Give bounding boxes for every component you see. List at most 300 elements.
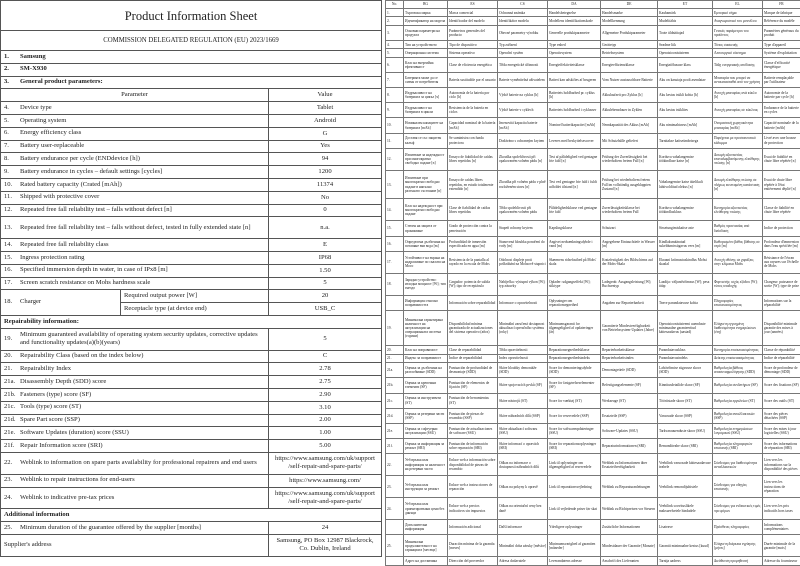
parameter-label: Repeated free fall reliability test – falls without defect, tested in fully extended state [n] bbox=[20, 223, 251, 231]
parameter-label-cell bbox=[1, 388, 269, 401]
translation-cell: Зарядно устройство: изходна мощност [W]; тип гнездо bbox=[404, 273, 448, 295]
translation-cell: Handelsbetegnelse bbox=[548, 9, 601, 17]
translation-row bbox=[386, 439, 800, 454]
translation-row bbox=[386, 557, 800, 566]
translation-row-number: 9. bbox=[386, 103, 404, 118]
parameter-label: General product parameters: bbox=[20, 78, 103, 86]
translation-cell: Autonomía de la batería por ciclo [h] bbox=[448, 88, 498, 103]
translation-cell: Βαθμολογία ενημερώσεων λογισμικού (SSU) bbox=[713, 423, 763, 438]
table-row bbox=[1, 474, 382, 487]
row-number: 17. bbox=[4, 279, 13, 287]
table-row bbox=[1, 376, 382, 389]
translation-cell: Weblink zu Reparaturanleitungen bbox=[601, 476, 658, 498]
additional-section-label: Additional information bbox=[1, 509, 382, 522]
translation-cell: Αντοχή μπαταρίας σε κύκλους bbox=[713, 103, 763, 118]
translation-cell: Score des outils (ST) bbox=[763, 393, 800, 408]
translation-cell: Score des informations de réparation (SRI) bbox=[763, 439, 800, 454]
parameter-label-cell bbox=[1, 414, 269, 427]
parameter-label: Software Updates (duration) score (SSU) bbox=[20, 428, 129, 436]
parameter-label: Tools (type) score (ST) bbox=[20, 403, 82, 411]
translation-cell: Търговска марка bbox=[404, 9, 448, 17]
translation-cell: Allgemeine Produktparameter bbox=[601, 25, 658, 40]
translation-cell: Laadija: väljundvõimsus [W]; pesa tüüp bbox=[658, 273, 713, 295]
translation-row-number: 21b. bbox=[386, 378, 404, 393]
parameter-label: Repair Information score (SRI) bbox=[20, 441, 103, 449]
translation-cell: Δοκιμή αξιοπιστίας επαναλαμβανόμενης ελεύθερης πτώσης [n] bbox=[713, 148, 763, 170]
parameter-label: Ingress protection rating bbox=[20, 253, 85, 261]
translation-cell: Duración mínima de la garantía [meses] bbox=[448, 535, 498, 557]
table-row bbox=[1, 251, 382, 264]
translation-cell: Skóre nástrojů (ST) bbox=[498, 393, 548, 408]
translation-cell: Nennkapazität des Akkus [mAh] bbox=[601, 118, 658, 133]
translation-cell: Тип на устройството bbox=[404, 40, 448, 48]
translation-cell: Puntuación de actualizaciones de software (SSU) bbox=[448, 423, 498, 438]
translation-cell: Angegebene Eintauchtiefe in Wasser [m] bbox=[601, 236, 658, 251]
translation-cell: Odkaz na informace o dostupnosti náhradních dílů bbox=[498, 454, 548, 476]
translation-cell: Batteriets holdbarhed i cyklusser bbox=[548, 103, 601, 118]
translation-cell: Πρόσθετες πληροφορίες bbox=[713, 520, 763, 535]
row-number: 8. bbox=[4, 155, 9, 163]
translation-cell: Skóre spojovacích prvků (SF) bbox=[498, 378, 548, 393]
translation-cell: Index opravitelnosti bbox=[498, 354, 548, 362]
translation-cell: Puntuación de herramientas (ST) bbox=[448, 393, 498, 408]
parameter-label: Battery endurance in cycles – default settings [cycles] bbox=[20, 167, 163, 175]
translation-cell: Zuverlässigkeitsklasse bei wiederholtem freiem Fall bbox=[601, 199, 658, 221]
translation-cell: Capacidad nominal de la batería [mAh] bbox=[448, 118, 498, 133]
translation-cell: Reparaturinformationen (SRI) bbox=[601, 439, 658, 454]
translation-cell: Μπαταρία που μπορεί να αντικατασταθεί από τον χρήστη bbox=[713, 72, 763, 87]
translation-cell: Indice de protection bbox=[763, 221, 800, 236]
translation-cell: Befestigungselemente (SF) bbox=[601, 378, 658, 393]
parameter-label: Samsung bbox=[20, 52, 46, 60]
translation-cell: Aku on kasutaja poolt asendatav bbox=[658, 72, 713, 87]
parameter-label-cell bbox=[1, 277, 269, 290]
translation-row-number: 25. bbox=[386, 535, 404, 557]
translation-row bbox=[386, 354, 800, 362]
translation-cell: Основни параметри на продукта bbox=[404, 25, 448, 40]
translation-cell: Información sobre reparabilidad bbox=[448, 295, 498, 310]
translation-row bbox=[386, 423, 800, 438]
translation-cell: Stanovená hloubka ponoření do vody [m] bbox=[498, 236, 548, 251]
row-number: 3. bbox=[4, 78, 9, 86]
translation-cell: Operační systém bbox=[498, 49, 548, 57]
parameter-label-cell bbox=[1, 290, 121, 316]
translation-cell: Reparationsegnethedsindeks bbox=[548, 354, 601, 362]
header-row bbox=[1, 76, 382, 89]
table-row bbox=[1, 178, 382, 191]
language-column-header: BG bbox=[404, 1, 448, 9]
translation-cell: Angivet nedsænkningsdybde i vand [m] bbox=[548, 236, 601, 251]
translation-cell: Weblink zu Informationen über Ersatzteilverfügbarkeit bbox=[601, 454, 658, 476]
parameter-label: Spare Part score (SSP) bbox=[20, 416, 80, 424]
translation-cell: Veebilink soovituslikele maksueelsetele hindadele bbox=[658, 498, 713, 520]
translation-cell: Batteriets holdbarhed pr. cyklus [h] bbox=[548, 88, 601, 103]
row-number: 7. bbox=[4, 142, 9, 150]
translation-cell: Ensayo de caídas libres repetidas, en estado totalmente extendido [n] bbox=[448, 170, 498, 199]
translation-cell: Lahtivõtmise sügavuse skoor (SDD) bbox=[658, 363, 713, 378]
translation-cell: Определена дълбочина на потапяне във вода [m] bbox=[404, 236, 448, 251]
translation-cell: Anschrift des Lieferanten bbox=[601, 557, 658, 566]
translation-cell: Výdrž baterie v cyklech bbox=[498, 103, 548, 118]
row-number: 21d. bbox=[4, 416, 16, 424]
translation-cell: Minimální zaručená dostupnost aktualizací operačního systému (roky) bbox=[498, 310, 548, 346]
translation-cell: Test ved gentagne frie fald i fuldt udfoldet tilstand [n] bbox=[548, 170, 601, 199]
translation-cell: Номинален капацитет на батерията [mAh] bbox=[404, 118, 448, 133]
translation-cell: Оценка за софтуерни актуализации (SSU) bbox=[404, 423, 448, 438]
translation-row bbox=[386, 17, 800, 25]
parameter-value: No bbox=[269, 191, 382, 204]
translation-cell: Adresa dodavatele bbox=[498, 557, 548, 566]
parameter-label: Shipped with protective cover bbox=[20, 193, 100, 201]
translation-cell: Garantierte Mindestverfügbarkeit von Betriebssystem-Updates (Jahre) bbox=[601, 310, 658, 346]
translation-cell: Clase de eficiencia energética bbox=[448, 57, 498, 72]
translation-cell: Link til vejledende priser før skat bbox=[548, 498, 601, 520]
table-row bbox=[1, 153, 382, 166]
translation-cell: Score de profondeur de démontage (SDD) bbox=[763, 363, 800, 378]
parameter-value: 2.90 bbox=[269, 388, 382, 401]
translation-cell: Идентификатор на модела bbox=[404, 17, 448, 25]
translation-cell: Степен на защита от проникване bbox=[404, 221, 448, 236]
translation-row bbox=[386, 57, 800, 72]
translation-cell: Aku nimimahtuvus [mAh] bbox=[658, 118, 713, 133]
charger-sub-label: Required output power [W] bbox=[121, 290, 269, 303]
translation-cell: Εμπορικό σήμα bbox=[713, 9, 763, 17]
parameter-label-cell bbox=[1, 76, 382, 89]
translation-cell: Κατηγορία αξιοπιστίας ελεύθερης πτώσης bbox=[713, 199, 763, 221]
table-row bbox=[1, 350, 382, 363]
parameter-label-cell bbox=[1, 153, 269, 166]
translation-row-number: 1. bbox=[386, 9, 404, 17]
translation-row bbox=[386, 103, 800, 118]
parameter-value: 1.50 bbox=[269, 264, 382, 277]
translation-cell: Classe de fiabilité en chute libre répétée bbox=[763, 199, 800, 221]
supplier-address-value: Samsung, PO Box 12987 Blackrock, Co. Dublin, Ireland bbox=[269, 534, 382, 556]
parameter-label: Repairability Class (based on the index below) bbox=[20, 352, 144, 360]
translation-cell: Aku kestus tsüklites bbox=[658, 103, 713, 118]
translation-cell: Уеб връзка към ориентировъчни цени без данъци bbox=[404, 498, 448, 520]
translation-cell: Αναγνωριστικό του μοντέλου bbox=[713, 17, 763, 25]
translation-cell: Zkouška spolehlivosti při opakovaném volném pádu [n] bbox=[498, 148, 548, 170]
parameter-label-cell bbox=[1, 522, 269, 535]
weblink-value[interactable]: https://www.samsung.com/uk/support /self-repair-and-spare-parts/ bbox=[269, 452, 382, 474]
translation-row bbox=[386, 25, 800, 40]
translation-cell: Leverandørens adresse bbox=[548, 557, 601, 566]
translation-cell: Ελάχιστη διάρκεια εγγύησης [μήνες] bbox=[713, 535, 763, 557]
row-number: 9. bbox=[4, 167, 9, 175]
language-column-header: DA bbox=[548, 1, 601, 9]
translation-cell: Disponibilidad mínima garantizada de actualizaciones del sistema operativo (años) bbox=[448, 310, 498, 346]
parameter-label: Charger bbox=[20, 298, 42, 306]
row-number: 21b. bbox=[4, 390, 16, 398]
parameter-label: Screen scratch resistance on Mohs hardness scale bbox=[20, 279, 151, 287]
translation-row-number: 21d. bbox=[386, 408, 404, 423]
header-row bbox=[1, 63, 382, 76]
translation-cell: Identifikátor modelu bbox=[498, 17, 548, 25]
translation-cell: Minimální doba záruky [měsíce] bbox=[498, 535, 548, 557]
language-column-header: ES bbox=[448, 1, 498, 9]
translation-cell: Schutzart bbox=[601, 221, 658, 236]
row-number: 10. bbox=[4, 180, 13, 188]
row-number: 21c. bbox=[4, 403, 16, 411]
translation-cell: Оценка за резервни части (SSP) bbox=[404, 408, 448, 423]
product-information-sheet bbox=[0, 0, 381, 557]
parameter-value: E bbox=[269, 239, 382, 252]
translation-cell: Skóre náhradních dílů (SSP) bbox=[498, 408, 548, 423]
translation-cell: Energieffektivitetsklasse bbox=[548, 57, 601, 72]
translation-cell: Score des mises à jour logicielles (SSU) bbox=[763, 423, 800, 438]
table-row bbox=[1, 414, 382, 427]
parameter-label: Battery user-replaceable bbox=[20, 142, 85, 150]
parameter-value: Tablet bbox=[269, 102, 382, 115]
parameter-label-cell bbox=[1, 427, 269, 440]
translation-row bbox=[386, 295, 800, 310]
translation-row-number: 13. bbox=[386, 170, 404, 199]
translation-cell: Παρέχεται με προστατευτικό κάλυμμα bbox=[713, 133, 763, 148]
row-number: 21. bbox=[4, 364, 13, 372]
table-row bbox=[1, 191, 382, 204]
translation-row bbox=[386, 498, 800, 520]
table-row bbox=[1, 264, 382, 277]
row-number: 20. bbox=[4, 352, 13, 360]
row-number: 13. bbox=[4, 223, 13, 231]
translation-cell: Ochranná známka bbox=[498, 9, 548, 17]
translation-cell: Weblink zu Richtpreisen vor Steuern bbox=[601, 498, 658, 520]
translation-cell: Parandatavusindeks bbox=[658, 354, 713, 362]
table-row bbox=[1, 401, 382, 414]
translation-cell: Prüfung der Zuverlässigkeit bei wiederholtem freiem Fall [n] bbox=[601, 148, 658, 170]
language-column-header: EL bbox=[713, 1, 763, 9]
translation-cell: Score for fastgørelseselementer (SF) bbox=[548, 378, 601, 393]
language-column-header: FR bbox=[763, 1, 800, 9]
parameter-label-cell bbox=[1, 487, 269, 509]
parameter-value: 5.00 bbox=[269, 440, 382, 453]
translation-cell: Grado de protección contra la penetración bbox=[448, 221, 498, 236]
translation-cell: Zkouška při volném pádu v plně rozloženém stavu [n] bbox=[498, 170, 548, 199]
translation-row-number: 2. bbox=[386, 17, 404, 25]
table-row bbox=[1, 328, 382, 350]
translation-cell: Korduva vabalangemise töökindluse katse [n] bbox=[658, 148, 713, 170]
translation-cell: Vom Nutzer austauschbare Batterie bbox=[601, 72, 658, 87]
header-row bbox=[1, 51, 382, 64]
translation-cell: Καθορισμένο βάθος βύθισης σε νερό [m] bbox=[713, 236, 763, 251]
translation-cell: Tipo de dispositivo bbox=[448, 40, 498, 48]
translation-row bbox=[386, 393, 800, 408]
translation-cell: Batería sustituible por el usuario bbox=[448, 72, 498, 87]
translation-cell: Parandatavusklass bbox=[658, 346, 713, 354]
translation-cell: Varuosade skoor (SSP) bbox=[658, 408, 713, 423]
parameter-label-cell bbox=[1, 114, 269, 127]
translation-cell: Βαθμός προστασίας από διείσδυση bbox=[713, 221, 763, 236]
translation-cell: Remonditeabe skoor (SRI) bbox=[658, 439, 713, 454]
translation-cell: Aku kestus tsükli kohta [h] bbox=[658, 88, 713, 103]
translation-cell: Obecné parametry výrobku bbox=[498, 25, 548, 40]
translation-cell: Enlace web a información sobre disponibilidad de piezas de recambio bbox=[448, 454, 498, 476]
translation-row-number: 14. bbox=[386, 199, 404, 221]
translation-cell: Γενικές παράμετροι του προϊόντος bbox=[713, 25, 763, 40]
translation-row-number: 6. bbox=[386, 57, 404, 72]
translation-row-number: 11. bbox=[386, 133, 404, 148]
parameter-label-cell bbox=[1, 140, 269, 153]
translation-cell: Reparierbarkeitsindex bbox=[601, 354, 658, 362]
translation-cell: Puntuación de profundidad de desmontaje (SDD) bbox=[448, 363, 498, 378]
translation-cell: Akkulaufzeit pro Zyklus [h] bbox=[601, 88, 658, 103]
row-number: 2. bbox=[4, 65, 9, 73]
translation-cell: Résistance de l'écran aux rayures sur l'échelle de Mohs bbox=[763, 251, 800, 273]
translation-cell: Skærmens ridsefasthed på Mohs' skala bbox=[548, 251, 601, 273]
translation-cell: Teave parandatavuse kohta bbox=[658, 295, 713, 310]
row-number: 5. bbox=[4, 116, 9, 124]
parameter-label-cell bbox=[1, 102, 269, 115]
translation-row-number: 19. bbox=[386, 310, 404, 346]
translation-cell: Kindlaksmääratud sukeldumissügavus vees [m] bbox=[658, 236, 713, 251]
translation-cell: Enlace web a instrucciones de reparación bbox=[448, 476, 498, 498]
translation-row bbox=[386, 49, 800, 57]
parameter-label: Battery endurance per cycle (ENDdevice [h]) bbox=[20, 155, 140, 163]
translation-cell: Generelle produktparametre bbox=[548, 25, 601, 40]
charger-sub-value: 20 bbox=[269, 290, 382, 303]
parameter-value: C bbox=[269, 350, 382, 363]
translation-cell: Score for reservedele (SSP) bbox=[548, 408, 601, 423]
translation-cell: Адрес на доставчика bbox=[404, 557, 448, 566]
translation-cell: Handelsmarke bbox=[601, 9, 658, 17]
translation-cell: Sistema operativo bbox=[448, 49, 498, 57]
translation-cell: Score for værktøj (ST) bbox=[548, 393, 601, 408]
weblink-value[interactable]: https://www.samsung.com/uk/support /self-repair-and-spare-parts/ bbox=[269, 487, 382, 509]
translation-row bbox=[386, 9, 800, 17]
parameter-label: Weblink to repair instructions for end-users bbox=[20, 476, 135, 484]
translation-cell: Издръжливост на батерията в цикли bbox=[404, 103, 448, 118]
translation-row-number: 3. bbox=[386, 25, 404, 40]
translation-cell: Seadme liik bbox=[658, 40, 713, 48]
translation-cell: Baterie vyměnitelná uživatelem bbox=[498, 72, 548, 87]
parameter-label-cell bbox=[1, 401, 269, 414]
translation-row-number: 8. bbox=[386, 88, 404, 103]
translation-row-number bbox=[386, 295, 404, 310]
translation-cell: Batteri kan udskiftes af brugeren bbox=[548, 72, 601, 87]
translation-cell: Αντοχή οθόνης σε χαράξεις στην κλίμακα Mohs bbox=[713, 251, 763, 273]
additional-section bbox=[1, 509, 382, 522]
translation-cell: Puntuación de información sobre reparación (SRI) bbox=[448, 439, 498, 454]
translation-cell: Indice de réparabilité bbox=[763, 354, 800, 362]
translation-cell: Puntuación de elementos de fijación (SF) bbox=[448, 378, 498, 393]
parameter-label: Energy efficiency class bbox=[20, 129, 82, 137]
translation-cell: Modellkennung bbox=[601, 17, 658, 25]
translation-row bbox=[386, 378, 800, 393]
translation-cell: Typ zařízení bbox=[498, 40, 548, 48]
translation-cell: Energieeffizienzklasse bbox=[601, 57, 658, 72]
parameter-value: 1.00 bbox=[269, 427, 382, 440]
parameter-value: n.a. bbox=[269, 217, 382, 239]
translations-table bbox=[385, 0, 800, 566]
parameter-label-cell bbox=[1, 191, 269, 204]
table-row bbox=[1, 217, 382, 239]
parameter-label: Repeated free fall reliability test – falls without defect [n] bbox=[20, 206, 172, 214]
translation-cell: Se suministra con funda protectora bbox=[448, 133, 498, 148]
translation-cell: Endurance de la batterie en cycles bbox=[763, 103, 800, 118]
translation-row bbox=[386, 454, 800, 476]
translation-cell: Score des fixations (SF) bbox=[763, 378, 800, 393]
translation-cell: Nabíječka: výstupní výkon [W]; typ zásuvky bbox=[498, 273, 548, 295]
translation-cell: Veebilink remondijuhistele bbox=[658, 476, 713, 498]
translation-cell: Zusätzliche Informationen bbox=[601, 520, 658, 535]
translation-cell: Минимална продължителност на гаранцията [месеци] bbox=[404, 535, 448, 557]
translation-cell: Demontagetiefe (SDD) bbox=[601, 363, 658, 378]
translation-row-number bbox=[386, 520, 404, 535]
translation-cell: Clase de fiabilidad de caídas libres repetidas bbox=[448, 199, 498, 221]
translation-cell: Référence du modèle bbox=[763, 17, 800, 25]
translation-cell: Autonomie de la batterie par cycle [h] bbox=[763, 88, 800, 103]
parameter-label-cell bbox=[1, 217, 269, 239]
translation-row bbox=[386, 118, 800, 133]
table-row bbox=[1, 166, 382, 179]
translation-cell: Prüfung bei wiederholtem freiem Fall im vollständig ausgeklappten Zustand [n] bbox=[601, 170, 658, 199]
translation-cell: Clase de reparabilidad bbox=[448, 346, 498, 354]
parameter-label: Repairability Index bbox=[20, 364, 72, 372]
translation-cell: Lisateave bbox=[658, 520, 713, 535]
translation-row bbox=[386, 72, 800, 87]
table-row bbox=[1, 487, 382, 509]
translation-row-number: 17. bbox=[386, 251, 404, 273]
table-row bbox=[1, 114, 382, 127]
parameter-value: G bbox=[269, 127, 382, 140]
translation-row-number: 7. bbox=[386, 72, 404, 87]
table-row bbox=[1, 140, 382, 153]
parameter-value: 11374 bbox=[269, 178, 382, 191]
translation-cell: Capacité nominale de la batterie [mAh] bbox=[763, 118, 800, 133]
table-row bbox=[1, 239, 382, 252]
translation-cell: Оценка за информация за ремонт (SRI) bbox=[404, 439, 448, 454]
translation-cell: Lien vers les informations sur la disponibilité des pièces bbox=[763, 454, 800, 476]
parameter-value: 0 bbox=[269, 204, 382, 217]
parameter-label-cell bbox=[1, 178, 269, 191]
translation-row bbox=[386, 520, 800, 535]
translation-cell: Odkaz na orientační ceny bez daně bbox=[498, 498, 548, 520]
translation-cell: Garantii minimaalne kestus [kuud] bbox=[658, 535, 713, 557]
translation-cell: Cargador: potencia de salida [W]; tipo de receptáculo bbox=[448, 273, 498, 295]
translation-cell: Батерията може да се сменя от потребителя bbox=[404, 72, 448, 87]
weblink-value[interactable]: https://www.samsung.com/ bbox=[269, 474, 382, 487]
translation-cell: Type d'appareil bbox=[763, 40, 800, 48]
translation-cell: Σύνδεσμος για ενδεικτικές τιμές προ φόρων bbox=[713, 498, 763, 520]
translation-cell: Βαθμολογία συνδετήρων (SF) bbox=[713, 378, 763, 393]
translation-cell: Ensayo de fiabilidad de caídas libres repetidas [n] bbox=[448, 148, 498, 170]
translation-cell: Skóre informací o opravách (SRI) bbox=[498, 439, 548, 454]
translation-row-number: 10. bbox=[386, 118, 404, 133]
translation-cell: Link til oplysninger om tilgængelighed af reservedele bbox=[548, 454, 601, 476]
translation-row bbox=[386, 363, 800, 378]
translation-cell: Identificador del modelo bbox=[448, 17, 498, 25]
translation-cell: Клас на поправимост bbox=[404, 346, 448, 354]
translation-row-number: 12. bbox=[386, 148, 404, 170]
translation-cell: Yderligere oplysninger bbox=[548, 520, 601, 535]
parameter-value: IP68 bbox=[269, 251, 382, 264]
column-header-row bbox=[1, 89, 382, 102]
translation-row bbox=[386, 148, 800, 170]
translation-row bbox=[386, 221, 800, 236]
translation-cell: Skóre aktualizací softwaru (SSU) bbox=[498, 423, 548, 438]
translation-cell: Energiatõhususe klass bbox=[658, 57, 713, 72]
parameter-value: Android bbox=[269, 114, 382, 127]
regulation-subtitle: COMMISSION DELEGATED REGULATION (EU) 2023/1669 bbox=[1, 31, 382, 51]
translation-cell: Resistencia de la pantalla al rayado en la escala de Mohs bbox=[448, 251, 498, 273]
translation-cell: Dodáváno s ochranným krytem bbox=[498, 133, 548, 148]
translation-cell: Enlace web a precios indicativos sin impuestos bbox=[448, 498, 498, 520]
translation-row-number: 23. bbox=[386, 476, 404, 498]
parameter-column-header: Parameter bbox=[1, 89, 269, 102]
parameter-label-cell bbox=[1, 440, 269, 453]
language-column-header: DE bbox=[601, 1, 658, 9]
translation-cell: Skóre hloubky demontáže (SDD) bbox=[498, 363, 548, 378]
